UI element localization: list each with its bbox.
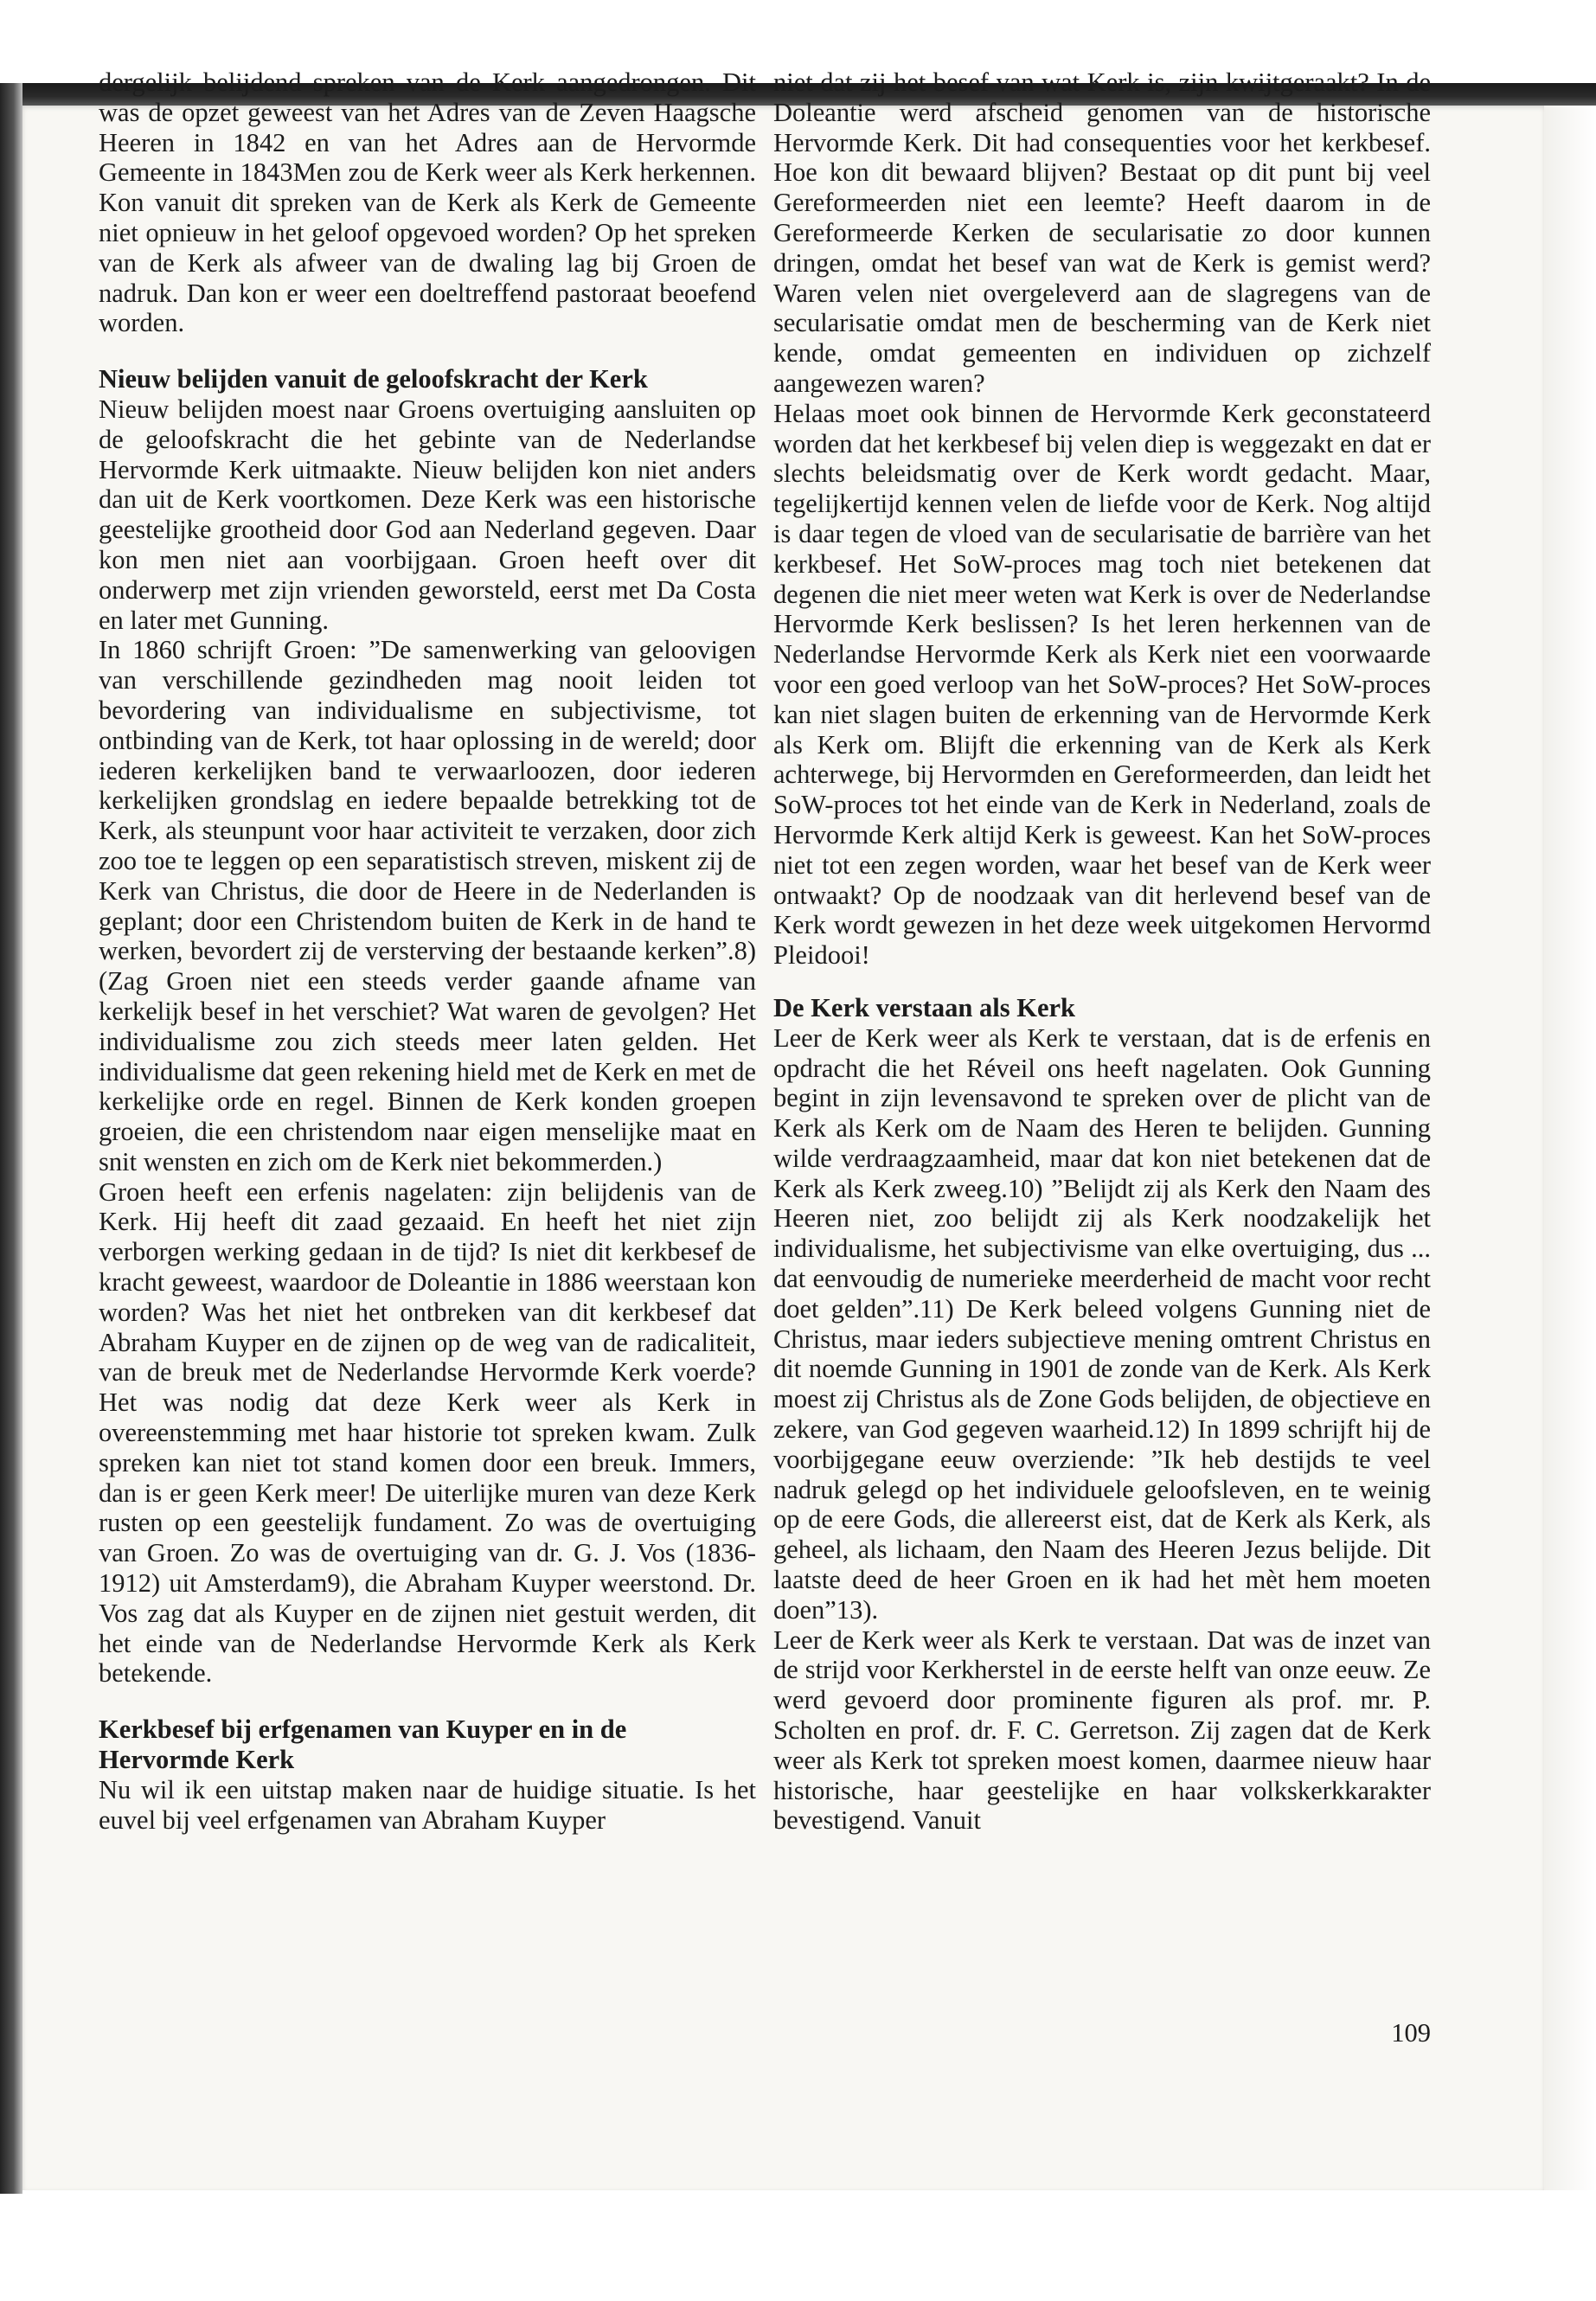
scan-edge-left bbox=[0, 83, 22, 2194]
left-paragraph-4: Groen heeft een erfenis nagelaten: zijn belijdenis van de Kerk. Hij heeft dit zaad gezaaid. En heeft het niet zijn verborgen werking gedaan in de tijd? Is niet dit kerkbesef de kracht geweest, waardoor de Doleantie in 1886 weerstaan kon worden? Was het niet het ontbreken van dit kerkbesef dat Abraham Kuyper en de zijnen op de weg van de radicaliteit, van de breuk met de Nederlandse Hervormde Kerk voerde? Het was nodig dat deze Kerk weer als Kerk in overeenstemming met haar historie tot spreken kwam. Zulk spreken kan niet tot stand komen door een breuk. Immers, dan is er geen Kerk meer! De uiterlijke muren van deze Kerk rusten op een geestelijk fundament. Zo was de overtuiging van Groen. Zo was de overtuiging van dr. G. J. Vos (1836-1912) uit Amsterdam9), die Abraham Kuyper weerstond. Dr. Vos zag dat als Kuyper en de zijnen niet gestuit werden, dit het einde van de Nederlandse Hervormde Kerk als Kerk betekende. bbox=[99, 1176, 756, 1689]
left-paragraph-3: In 1860 schrijft Groen: ”De samenwerking van geloovigen van verschillende gezindheden mag nooit leiden tot bevordering van individualisme en subjectivisme, tot ontbinding van de Kerk, tot haar oplossing in de wereld; door iederen kerkelijken band te verwaarloozen, door iederen kerkelijken grondslag en iedere bepaalde betrekking tot de Kerk, als steunpunt voor haar activiteit te verzaken, door zich zoo toe te leggen op een separatistisch streven, miskent zij de Kerk van Christus, die door de Heere in de Nederlanden is geplant; door een Christendom buiten de Kerk in de hand te werken, bevordert zij de versterving der bestaande kerken”.8) (Zag Groen niet een steeds verder gaande afname van kerkelijk besef in het verschiet? Wat waren de gevolgen? Het individualisme zou zich steeds meer laten gelden. Het individualisme dat geen rekening hield met de Kerk en met de kerkelijke orde en regel. Binnen de Kerk konden groepen groeien, die een christendom naar eigen menselijke maat en snit wensten en zich om de Kerk niet bekommerden.) bbox=[99, 635, 756, 1176]
spacer bbox=[99, 1689, 756, 1715]
page-edge-right bbox=[1544, 106, 1596, 2190]
left-paragraph-2: Nieuw belijden moest naar Groens overtuiging aansluiten op de geloofskracht die het gebinte van de Nederlandse Hervormde Kerk uitmaakte. Nieuw belijden kon niet anders dan uit de Kerk voortkomen. Deze Kerk was een historische geestelijke grootheid door God aan Nederland gegeven. Daar kon men niet aan voorbijgaan. Groen heeft over dit onderwerp met zijn vrienden geworsteld, eerst met Da Costa en later met Gunning. bbox=[99, 394, 756, 635]
right-paragraph-3: Leer de Kerk weer als Kerk te verstaan, dat is de erfenis en opdracht die het Réveil ons heeft nagelaten. Ook Gunning begint in zijn levensavond te spreken over de plicht van de Kerk als Kerk om de Naam des Heren te belijden. Gunning wilde verdraagzaamheid, maar dat kon niet betekenen dat de Kerk als Kerk zweeg.10) ”Belijdt zij als Kerk den Naam des Heeren niet, zoo belijdt zij als Kerk noodzakelijk het individualisme, het subjectivisme van elke overtuiging, dus ... dat eenvoudig de numerieke meerderheid de macht voor recht doet gelden”.11) De Kerk beleed volgens Gunning niet de Christus, maar ieders subjectieve mening omtrent Christus en dit noemde Gunning in 1901 de zonde van de Kerk. Als Kerk moest zij Christus als de Zone Gods belijden, de objectieve en zekere, van God gegeven waarheid.12) In 1899 schrijft hij de voorbijgegane eeuw overziende: ”Ik heb destijds te veel nadruk gelegd op het individuele geloofsleven, en te weinig op de eere Gods, die allereerst eist, dat de Kerk als Kerk, als geheel, als lichaam, den Naam des Heeren Jezus belijde. Dit laatste deed de heer Groen en ik had het mèt hem moeten doen”13). bbox=[773, 1022, 1431, 1625]
spacer bbox=[99, 338, 756, 364]
right-paragraph-1: niet dat zij het besef van wat Kerk is, zijn kwijtgeraakt? In de Doleantie werd afscheid genomen van de historische Hervormde Kerk. Dit had consequenties voor het kerkbesef. Hoe kon dit bewaard blijven? Bestaat op dit punt bij veel Gereformeerden niet een leemte? Heeft daarom in de Gereformeerde Kerken de secularisatie zo door kunnen dringen, omdat het besef van wat de Kerk is gemist werd? Waren velen niet overgeleverd aan de slagregens van de secularisatie omdat men de bescherming van de Kerk niet kende, omdat gemeenten en individuen op zichzelf aangewezen waren? bbox=[773, 67, 1431, 398]
right-column bbox=[773, 67, 1431, 1836]
heading-de-kerk-verstaan: De Kerk verstaan als Kerk bbox=[773, 992, 1075, 1022]
page-number: 109 bbox=[1391, 2018, 1431, 2048]
right-paragraph-4: Leer de Kerk weer als Kerk te verstaan. Dat was de inzet van de strijd voor Kerkherstel in de eerste helft van onze eeuw. Ze werd gevoerd door prominente figuren als prof. mr. P. Scholten en prof. dr. F. C. Gerretson. Zij zagen dat de Kerk weer als Kerk tot spreken moest komen, daarmee nieuw haar historische, haar geestelijke en haar volkskerkkarakter bevestigend. Vanuit bbox=[773, 1625, 1431, 1836]
left-paragraph-5: Nu wil ik een uitstap maken naar de huidige situatie. Is het euvel bij veel erfgenamen van Abraham Kuyper bbox=[99, 1774, 756, 1835]
left-column bbox=[99, 67, 756, 1835]
spacer bbox=[773, 971, 1431, 993]
left-paragraph-1: dergelijk belijdend spreken van de Kerk aangedrongen. Dit was de opzet geweest van het Adres van de Zeven Haagsche Heeren in 1842 en van het Adres aan de Hervormde Gemeente in 1843Men zou de Kerk weer als Kerk herkennen. Kon vanuit dit spreken van de Kerk als Kerk de Gemeente niet opnieuw in het geloof opgevoed worden? Op het spreken van de Kerk als afweer van de dwaling lag bij Groen de nadruk. Dan kon er weer een doeltreffend pastoraat beoefend worden. bbox=[99, 67, 756, 338]
heading-kerkbesef: Kerkbesef bij erfgenamen van Kuyper en in de Hervormde Kerk bbox=[99, 1715, 627, 1775]
right-paragraph-2: Helaas moet ook binnen de Hervormde Kerk geconstateerd worden dat het kerkbesef bij velen diep is weggezakt en dat er slechts beleidsmatig over de Kerk wordt gedacht. Maar, tegelijkertijd kennen velen de liefde voor de Kerk. Nog altijd is daar tegen de vloed van de secularisatie de barrière van het kerkbesef. Het SoW-proces mag toch niet betekenen dat degenen die niet meer weten wat Kerk is over de Nederlandse Hervormde Kerk beslissen? Is het leren herkennen van de Nederlandse Hervormde Kerk als Kerk niet een voorwaarde voor een goed verloop van het SoW-proces? Het SoW-proces kan niet slagen buiten de erkenning van de Hervormde Kerk als Kerk om. Blijft die erkenning van de Kerk als Kerk achterwege, bij Hervormden en Gereformeerden, dan leidt het SoW-proces tot het einde van de Kerk in Nederland, zoals de Hervormde Kerk altijd Kerk is geweest. Kan het SoW-proces niet tot een zegen worden, waar het besef van de Kerk weer ontwaakt? Op de noodzaak van dit herlevend besef van de Kerk wordt gewezen in het deze week uitgekomen Hervormd Pleidooi! bbox=[773, 398, 1431, 971]
heading-nieuw-belijden: Nieuw belijden vanuit de geloofskracht der Kerk bbox=[99, 364, 648, 394]
